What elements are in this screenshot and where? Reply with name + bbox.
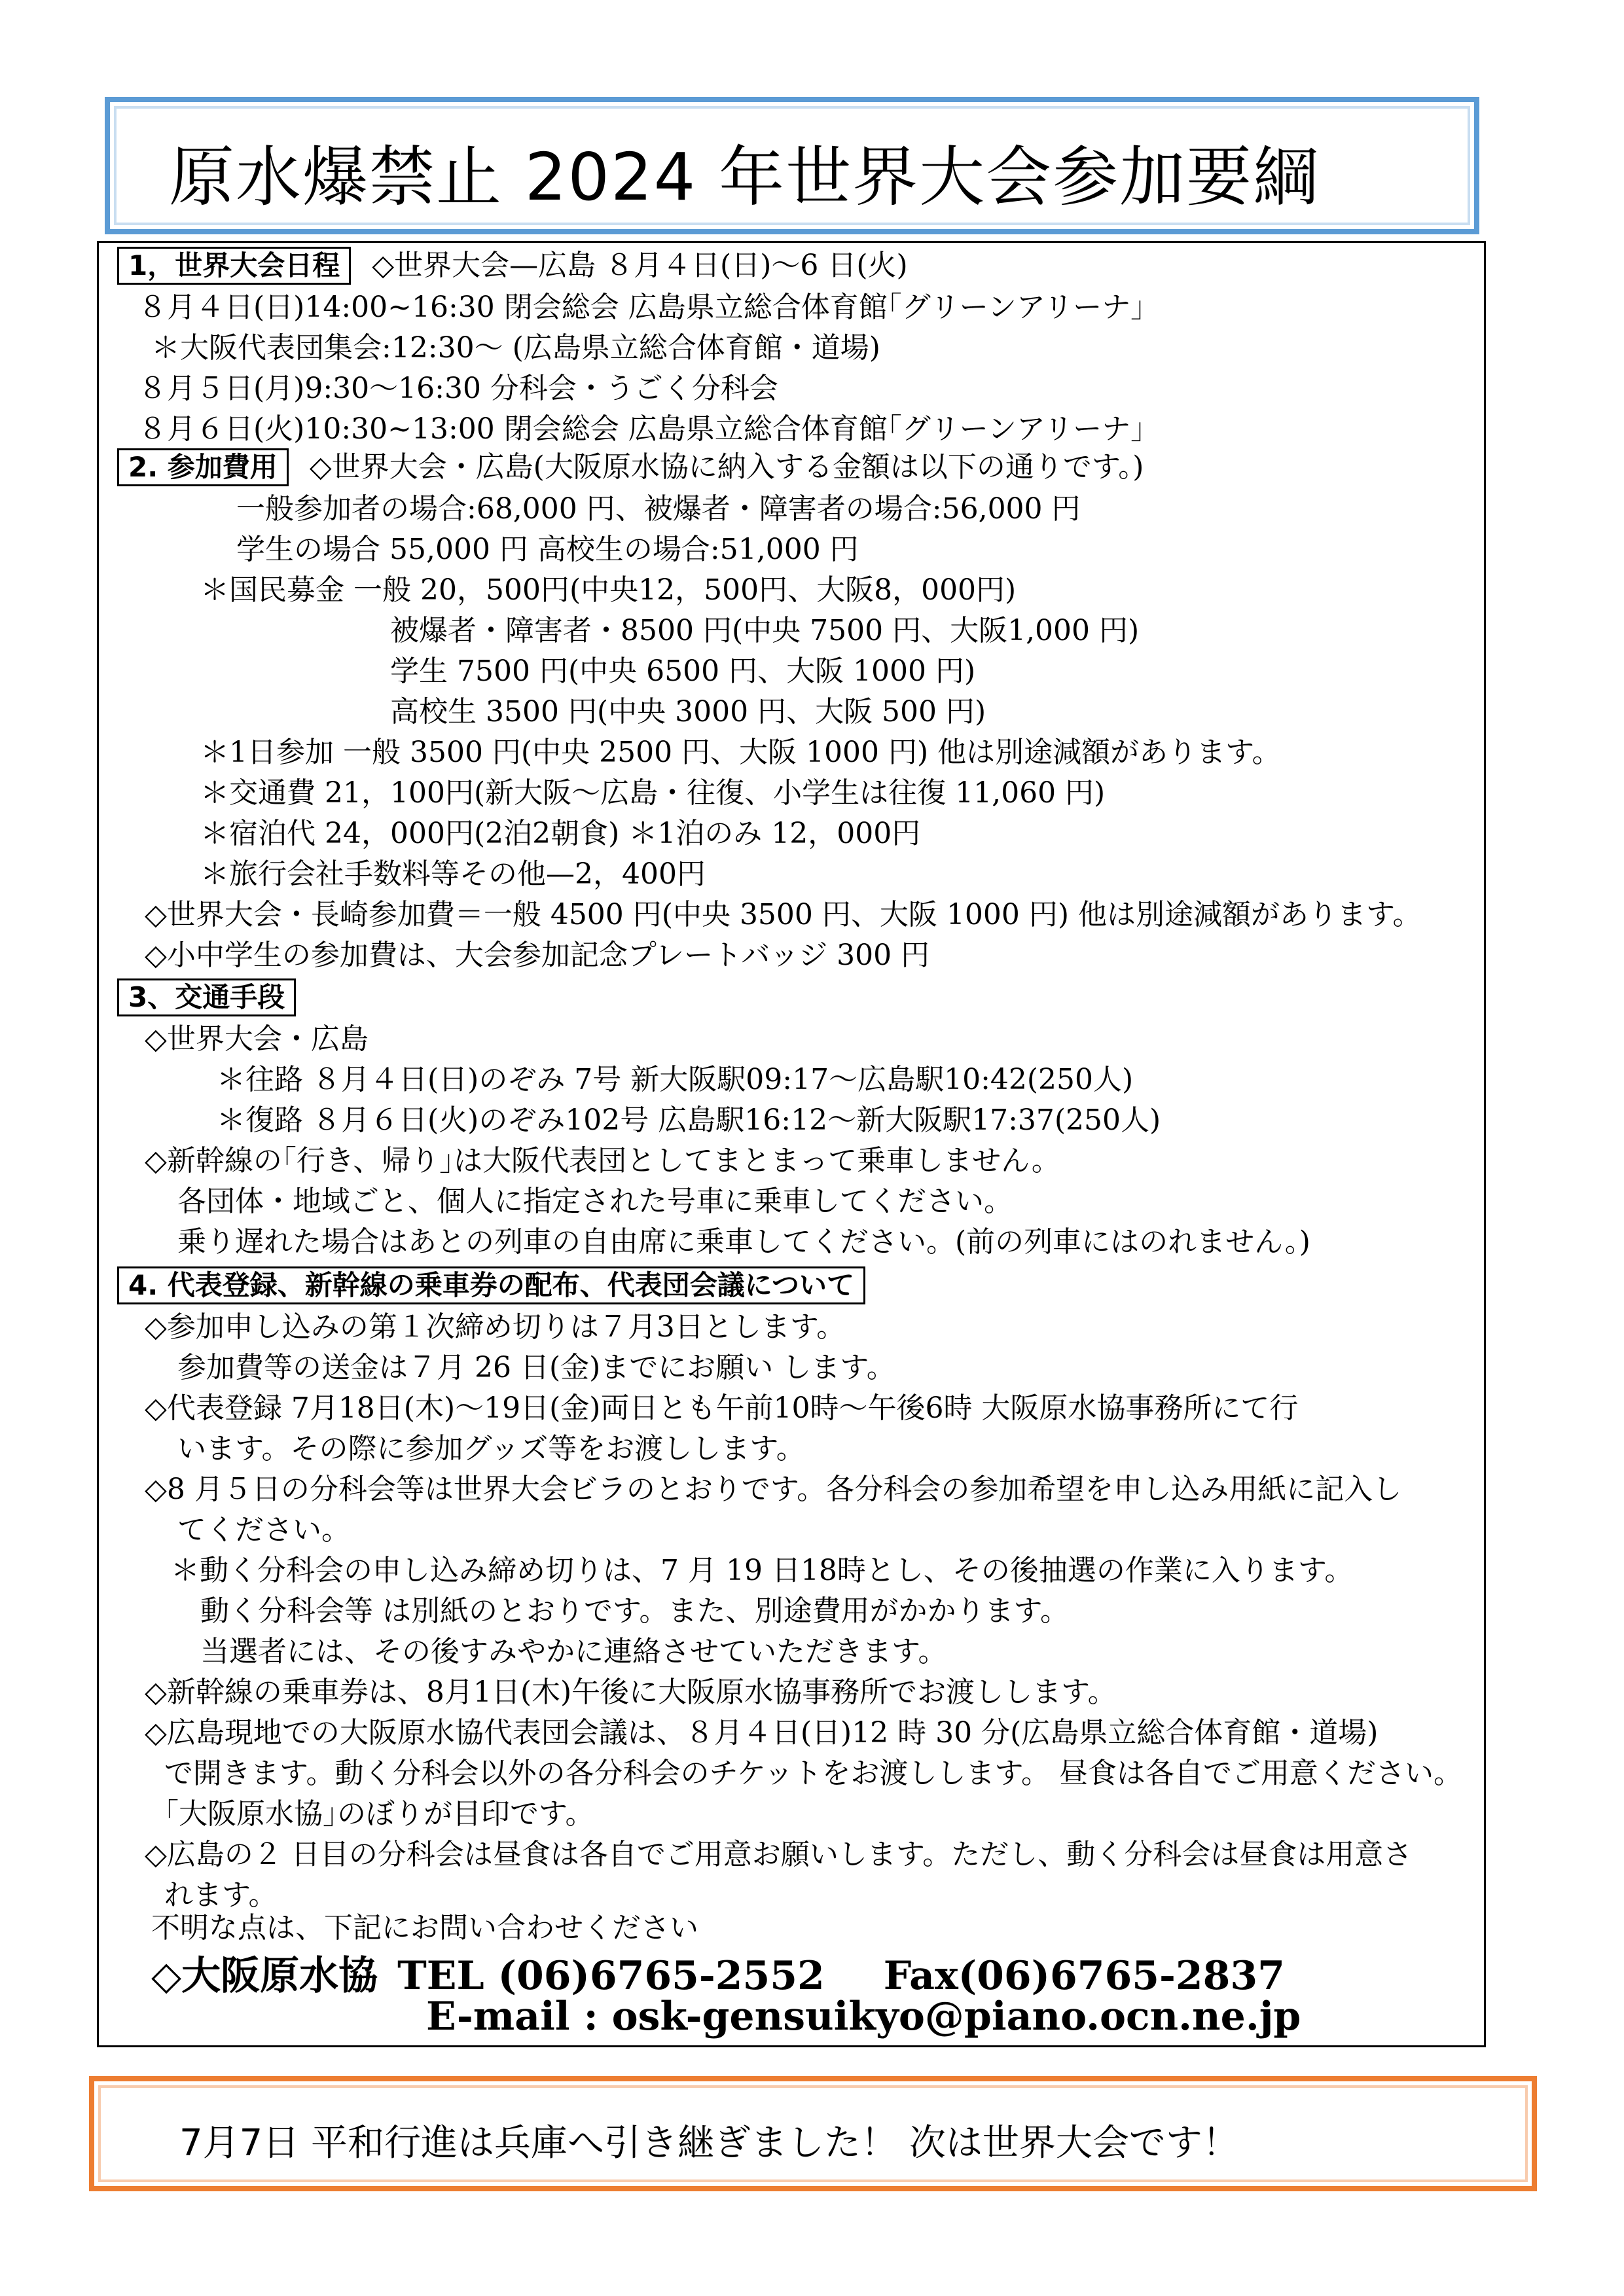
registration-line: で開きます。動く分科会以外の各分科会のチケットをお渡しします。 昼食は各自でご用意ください。 [164, 1757, 1462, 1790]
contact-note: 不明な点は、下記にお問い合わせください [151, 1911, 698, 1945]
transport-line: 乗り遅れた場合はあとの列車の自由席に乗車してください。(前の列車にはのれません。) [177, 1225, 1310, 1259]
title-box [105, 97, 1479, 234]
footer-text: 7月7日 平和行進は兵庫へ引き継ぎました！ 次は世界大会です！ [179, 2122, 1239, 2164]
fee-line: ◇小中学生の参加費は、大会参加記念プレートバッジ 300 円 [145, 939, 930, 972]
registration-line: ◇広島の２ 日目の分科会は昼食は各自でご用意お願いします。ただし、動く分科会は昼食は用意さ [145, 1838, 1413, 1871]
transport-line: ＊復路 ８月６日(火)のぞみ102号 広島駅16:12～新大阪駅17:37(250人) [217, 1103, 1161, 1137]
registration-line: ◇広島現地での大阪原水協代表団会議は、８月４日(日)12 時 30 分(広島県立総合体育館・道場) [145, 1716, 1379, 1749]
fee-line: 学生の場合 55,000 円 高校生の場合:51,000 円 [236, 533, 859, 566]
fee-line: ＊旅行会社手数料等その他—2，400円 [200, 857, 706, 891]
registration-line: ◇代表登録 7月18日(木)～19日(金)両日とも午前10時～午後6時 大阪原水協事務所にて行 [145, 1391, 1299, 1425]
registration-line: 当選者には、その後すみやかに連絡させていただきます。 [200, 1635, 947, 1668]
schedule-line: ８月４日(日)14:00~16:30 閉会総会 広島県立総合体育館｢グリーンアリーナ｣ [138, 291, 1146, 324]
section-1-intro: ◇世界大会—広島 ８月４日(日)～6 日(火) [372, 249, 908, 282]
fee-line: 高校生 3500 円(中央 3000 円、大阪 500 円) [390, 695, 986, 728]
schedule-line: ８月６日(火)10:30~13:00 閉会総会 広島県立総合体育館｢グリーンアリーナ｣ [138, 412, 1146, 446]
section-2-header [117, 448, 1144, 486]
registration-line: ◇参加申し込みの第１次締め切りは７月3日とします。 [145, 1310, 846, 1344]
contact-email: E-mail : osk-gensuikyo@piano.ocn.ne.jp [426, 1994, 1301, 2039]
section-2-heading: 2. 参加費用 [117, 448, 289, 486]
fee-line: ＊国民募金 一般 20，500円(中央12，500円、大阪8，000円) [200, 573, 1017, 607]
fee-line: 被爆者・障害者・8500 円(中央 7500 円、大阪1,000 円) [390, 614, 1140, 647]
section-1-heading: 1，世界大会日程 [117, 247, 351, 285]
registration-line: ◇8 月５日の分科会等は世界大会ビラのとおりです。各分科会の参加希望を申し込み用紙に記入し [145, 1473, 1402, 1506]
section-3-header [117, 978, 317, 1016]
page-title: 原水爆禁止 2024 年世界大会参加要綱 [169, 139, 1320, 215]
registration-line: 参加費等の送金は７月 26 日(金)までにお願い します。 [177, 1351, 895, 1384]
registration-line: ◇新幹線の乗車券は、8月1日(木)午後に大阪原水協事務所でお渡しします。 [145, 1676, 1117, 1709]
contact-fax: Fax(06)6765-2837 [883, 1953, 1285, 1999]
main-content [97, 241, 1486, 2047]
section-3-heading: 3、交通手段 [117, 978, 296, 1016]
schedule-line: ＊大阪代表団集会:12:30～ (広島県立総合体育館・道場) [151, 331, 880, 365]
section-2-intro: ◇世界大会・広島(大阪原水協に納入する金額は以下の通りです。) [309, 450, 1144, 484]
section-1-header [117, 247, 908, 285]
schedule-line: ８月５日(月)9:30～16:30 分科会・うごく分科会 [138, 372, 778, 405]
fee-line: ◇世界大会・長崎参加費＝一般 4500 円(中央 3500 円、大阪 1000 円) 他は別途減額があります。 [145, 898, 1422, 931]
registration-line: れます。 [164, 1878, 278, 1912]
contact-org: ◇大阪原水協 [151, 1953, 378, 1999]
registration-line: ｢大阪原水協｣のぼりが目印です。 [164, 1797, 594, 1831]
footer-banner [89, 2076, 1537, 2191]
registration-line: ＊動く分科会の申し込み締め切りは、7 月 19 日18時とし、その後抽選の作業に入ります。 [171, 1554, 1354, 1587]
contact-tel: TEL (06)6765-2552 [397, 1953, 825, 1999]
fee-line: ＊交通費 21，100円(新大阪～広島・往復、小学生は往復 11,060 円) [200, 776, 1106, 810]
transport-line: ＊往路 ８月４日(日)のぞみ 7号 新大阪駅09:17～広島駅10:42(250人) [217, 1063, 1134, 1096]
fee-line: 学生 7500 円(中央 6500 円、大阪 1000 円) [390, 655, 976, 688]
fee-line: 一般参加者の場合:68,000 円、被爆者・障害者の場合:56,000 円 [236, 492, 1081, 526]
contact-line [151, 1945, 1285, 2001]
registration-line: てください。 [177, 1513, 350, 1547]
transport-line: 各団体・地域ごと、個人に指定された号車に乗車してください。 [177, 1185, 1013, 1218]
section-4-heading: 4. 代表登録、新幹線の乗車券の配布、代表団会議について [117, 1266, 865, 1304]
transport-line: ◇世界大会・広島 [145, 1022, 369, 1056]
registration-line: 動く分科会等 は別紙のとおりです。また、別途費用がかかります。 [200, 1594, 1069, 1628]
registration-line: います。その際に参加グッズ等をお渡しします。 [177, 1432, 805, 1465]
transport-line: ◇新幹線の｢行き、帰り｣は大阪代表団としてまとまって乗車しません。 [145, 1144, 1060, 1177]
fee-line: ＊1日参加 一般 3500 円(中央 2500 円、大阪 1000 円) 他は別途減額があります。 [200, 736, 1281, 769]
section-4-header [117, 1266, 886, 1304]
fee-line: ＊宿泊代 24，000円(2泊2朝食) ＊1泊のみ 12，000円 [200, 817, 921, 850]
